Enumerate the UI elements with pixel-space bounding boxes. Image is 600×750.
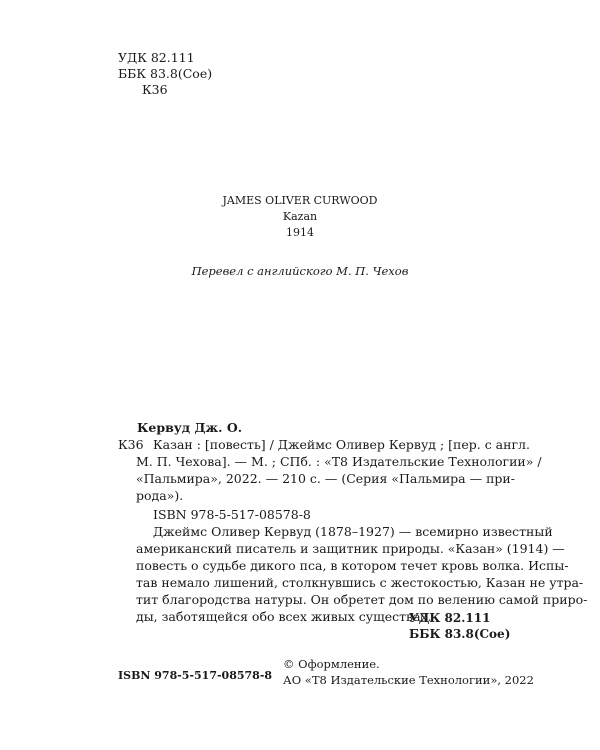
original-year: 1914 (286, 226, 314, 239)
author-mark-top: К36 (142, 82, 168, 97)
original-author: JAMES OLIVER CURWOOD (222, 194, 378, 207)
footer-copyright: © Оформление. (283, 657, 380, 671)
original-title: Kazan (282, 210, 318, 223)
catalog-record (136, 436, 542, 504)
annotation-line: тав немало лишений, столкнувшись с жестокостью, Казан не утра- (136, 575, 584, 590)
annotation-line: американский писатель и защитник природы. «Казан» (1914) — (136, 541, 565, 556)
catalog-author-heading: Кервуд Дж. О. (137, 420, 243, 435)
udk-code-top: УДК 82.111 (118, 50, 195, 65)
annotation-line: ды, заботящейся обо всех живых существах. (136, 609, 432, 624)
bbk-code-bottom: ББК 83.8(Сое) (409, 627, 511, 641)
annotation-line: Джеймс Оливер Кервуд (1878–1927) — всемирно известный (153, 524, 553, 539)
record-line: Казан : [повесть] / Джеймс Оливер Кервуд ; [пер. с англ. (153, 437, 530, 452)
footer-publisher: АО «Т8 Издательские Технологии», 2022 (283, 673, 534, 687)
catalog-annotation (136, 523, 588, 625)
record-line: М. П. Чехова]. — М. ; СПб. : «Т8 Издательские Технологии» / (136, 454, 542, 469)
footer-isbn: ISBN 978-5-517-08578-8 (118, 669, 273, 682)
catalog-isbn: ISBN 978-5-517-08578-8 (153, 507, 311, 522)
annotation-line: тит благородства натуры. Он обретет дом по велению самой приро- (136, 592, 588, 607)
bbk-code-top: ББК 83.8(Сое) (118, 66, 213, 81)
record-line: рода»). (136, 488, 184, 503)
catalog-author-mark: К36 (118, 437, 144, 452)
record-line: «Пальмира», 2022. — 210 с. — (Серия «Пальмира — при- (136, 471, 515, 486)
translator-note: Перевел с английского М. П. Чехов (191, 264, 409, 278)
annotation-line: повесть о судьбе дикого пса, в котором течет кровь волка. Испы- (136, 558, 569, 573)
udk-code-bottom: УДК 82.111 (409, 611, 491, 625)
